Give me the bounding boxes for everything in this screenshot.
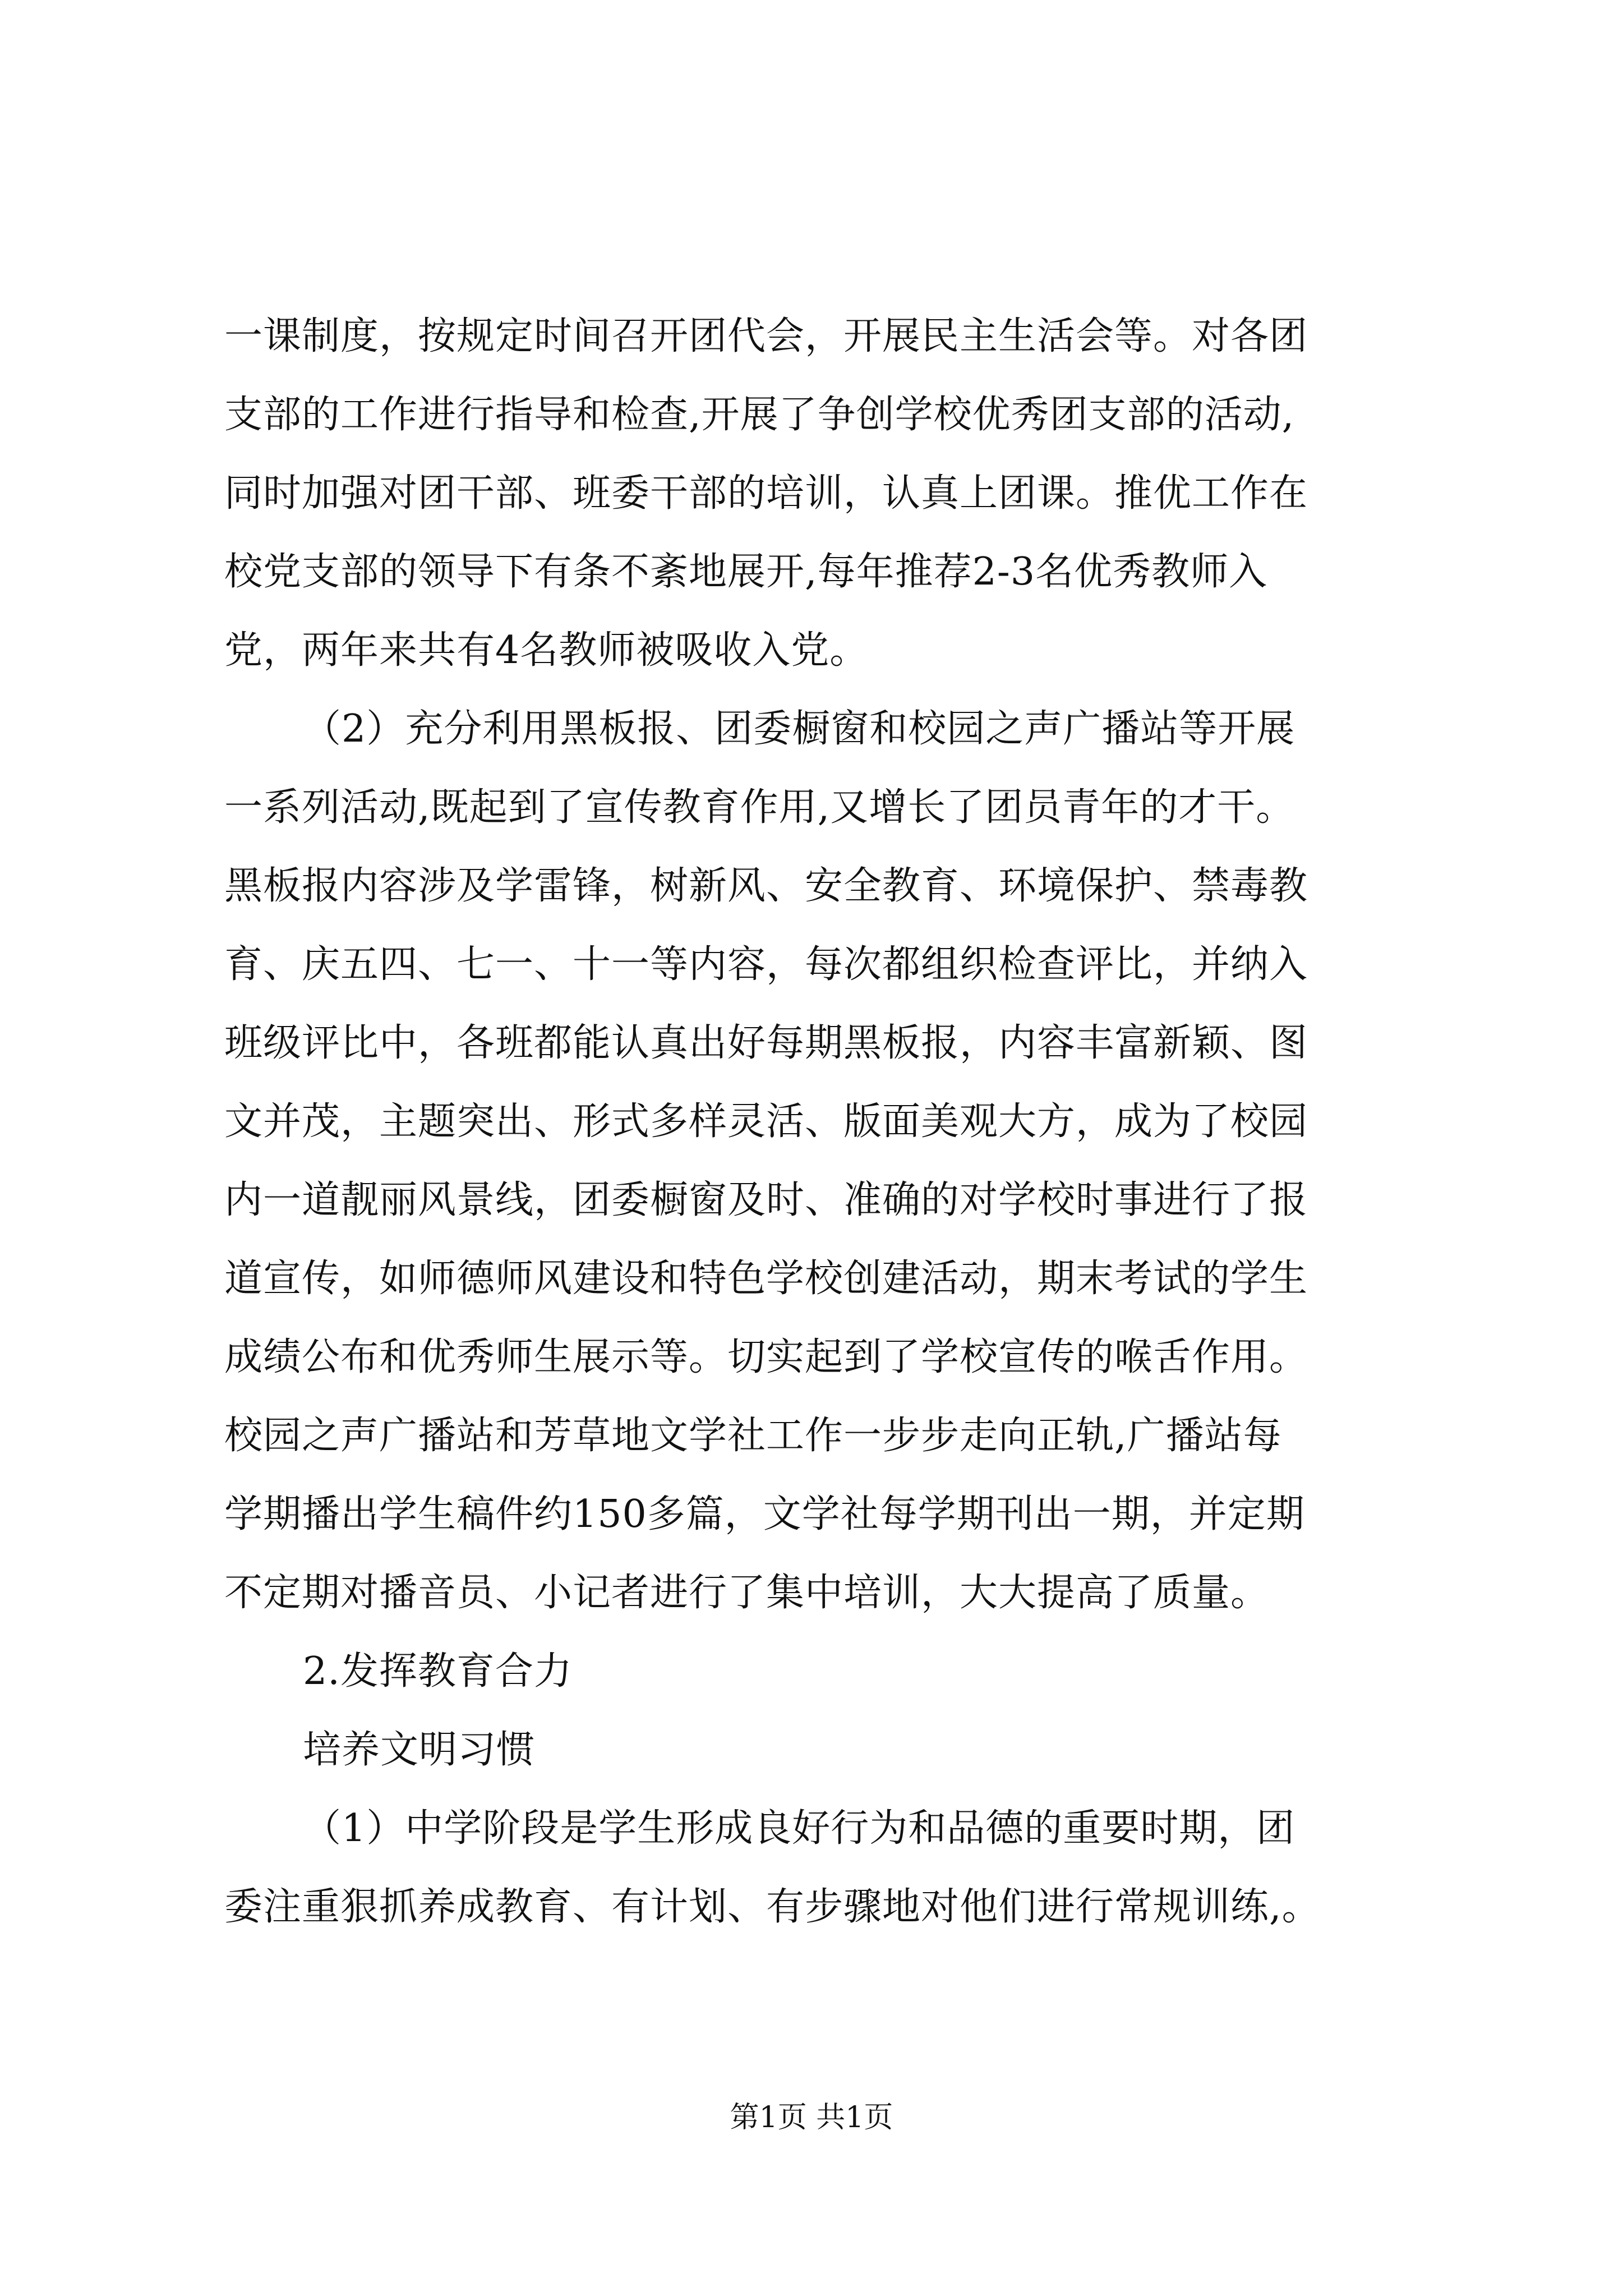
text-line-10: 班级评比中，各班都能认真出好每期黑板报，内容丰富新颖、图 xyxy=(224,1021,1308,1065)
text-line-13: 道宣传，如师德师风建设和特色学校创建活动，期末考试的学生 xyxy=(224,1257,1308,1301)
text-line-4: 校党支部的领导下有条不紊地展开,每年推荐2-3名优秀教师入 xyxy=(224,550,1268,594)
page-number-footer: 第1页 共1页 xyxy=(730,2101,893,2134)
text-line-12: 内一道靓丽风景线，团委橱窗及时、准确的对学校时事进行了报 xyxy=(224,1178,1308,1222)
text-line-11: 文并茂，主题突出、形式多样灵活、版面美观大方，成为了校园 xyxy=(224,1099,1308,1144)
text-line-16: 学期播出学生稿件约150多篇，文学社每学期刊出一期，并定期 xyxy=(224,1492,1305,1536)
text-line-2: 支部的工作进行指导和检查,开展了争创学校优秀团支部的活动, xyxy=(224,393,1295,437)
text-line-3: 同时加强对团干部、班委干部的培训，认真上团课。推优工作在 xyxy=(224,471,1308,516)
paragraph-3-start: （1）中学阶段是学生形成良好行为和品德的重要时期，团 xyxy=(303,1806,1295,1851)
text-line-21: 委注重狠抓养成教育、有计划、有步骤地对他们进行常规训练,。 xyxy=(224,1885,1321,1929)
text-line-5: 党，两年来共有4名教师被吸收入党。 xyxy=(224,628,869,673)
text-line-8: 黑板报内容涉及学雷锋，树新风、安全教育、环境保护、禁毒教 xyxy=(224,864,1308,908)
text-line-1: 一课制度，按规定时间召开团代会，开展民主生活会等。对各团 xyxy=(224,314,1308,358)
text-line-15: 校园之声广播站和芳草地文学社工作一步步走向正轨,广播站每 xyxy=(224,1414,1282,1458)
text-line-14: 成绩公布和优秀师生展示等。切实起到了学校宣传的喉舌作用。 xyxy=(224,1335,1308,1379)
paragraph-2-start: （2）充分利用黑板报、团委橱窗和校园之声广播站等开展 xyxy=(303,707,1295,751)
text-line-9: 育、庆五四、七一、十一等内容，每次都组织检查评比，并纳入 xyxy=(224,942,1308,987)
text-line-7: 一系列活动,既起到了宣传教育作用,又增长了团员青年的才干。 xyxy=(224,785,1295,830)
subsection-heading: 培养文明习惯 xyxy=(303,1728,536,1772)
section-heading: 2.发挥教育合力 xyxy=(303,1649,573,1694)
text-line-17: 不定期对播音员、小记者进行了集中培训，大大提高了质量。 xyxy=(224,1571,1270,1615)
